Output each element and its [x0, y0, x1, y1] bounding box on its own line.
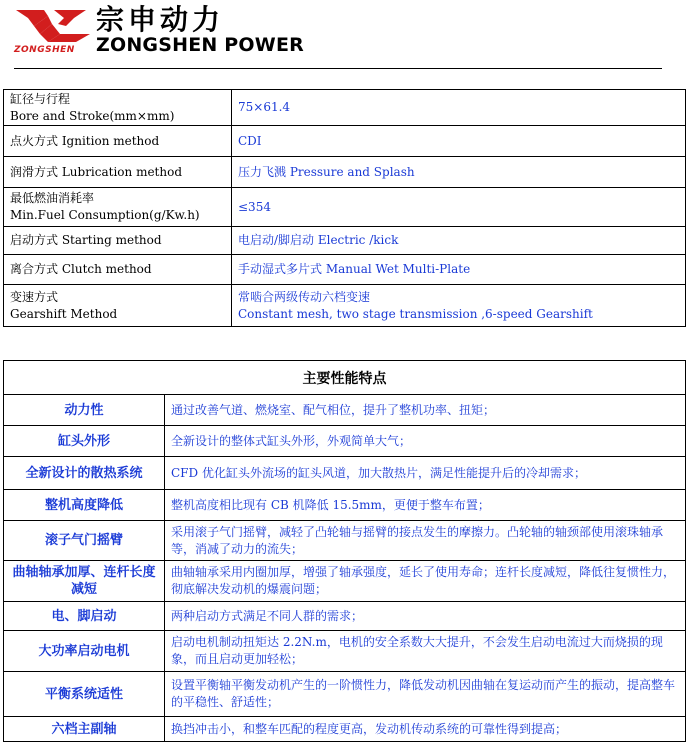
feature-description: 全新设计的整体式缸头外形，外观简单大气； — [165, 426, 686, 457]
spec-key: 启动方式 Starting method — [4, 227, 232, 255]
spec-row — [4, 227, 686, 255]
spec-key: 最低燃油消耗率 Min.Fuel Consumption(g/Kw.h) — [4, 188, 232, 227]
feature-name: 平衡系统适性 — [4, 672, 165, 717]
feature-name: 动力性 — [4, 395, 165, 426]
spec-key: 点火方式 Ignition method — [4, 126, 232, 157]
spec-row — [4, 188, 686, 227]
brand-name-chinese: 宗申动力 — [96, 3, 225, 36]
table-row — [4, 672, 686, 717]
table-row — [4, 717, 686, 742]
brand-name-english: ZONGSHEN POWER — [96, 34, 304, 56]
feature-description: 整机高度相比现有 CB 机降低 15.5mm，更便于整车布置； — [165, 490, 686, 521]
feature-name: 缸头外形 — [4, 426, 165, 457]
table-row — [4, 457, 686, 490]
feature-description: 启动电机制动扭矩达 2.2N.m，电机的安全系数大大提升，不会发生启动电流过大而烧损的现象，而且启动更加轻松； — [165, 631, 686, 672]
feature-name: 曲轴轴承加厚、连杆长度减短 — [4, 561, 165, 602]
spec-value: ≤354 — [232, 188, 686, 227]
spec-row — [4, 285, 686, 327]
header-divider — [14, 68, 662, 69]
feature-description: CFD 优化缸头外流场的缸头风道，加大散热片，满足性能提升后的冷却需求； — [165, 457, 686, 490]
spec-value: 常啮合两级传动六档变速 Constant mesh, two stage transmission ,6-speed Gearshift — [232, 285, 686, 327]
spec-key: 变速方式 Gearshift Method — [4, 285, 232, 327]
table-row — [4, 490, 686, 521]
spec-table — [3, 89, 686, 327]
feature-description: 设置平衡轴平衡发动机产生的一阶惯性力，降低发动机因曲轴在复运动而产生的振动，提高整车的平稳性、舒适性； — [165, 672, 686, 717]
table-row — [4, 395, 686, 426]
spec-row — [4, 157, 686, 188]
feature-name: 大功率启动电机 — [4, 631, 165, 672]
table-row — [4, 521, 686, 561]
spec-value: 压力飞溅 Pressure and Splash — [232, 157, 686, 188]
logo-wordmark: ZONGSHEN — [14, 45, 75, 55]
spec-row — [4, 255, 686, 285]
spec-value: CDI — [232, 126, 686, 157]
feature-description: 采用滚子气门摇臂，减轻了凸轮轴与摇臂的接点发生的摩擦力。凸轮轴的轴颈部使用滚珠轴承等，消减了动力的流失； — [165, 521, 686, 561]
feature-name: 整机高度降低 — [4, 490, 165, 521]
performance-table — [3, 360, 686, 742]
table-row — [4, 602, 686, 631]
feature-description: 曲轴轴承采用内圈加厚，增强了轴承强度，延长了使用寿命；连杆长度减短，降低往复惯性力，彻底解决发动机的爆震问题； — [165, 561, 686, 602]
feature-description: 通过改善气道、燃烧室、配气相位，提升了整机功率、扭矩； — [165, 395, 686, 426]
table-row — [4, 631, 686, 672]
spec-value: 电启动/脚启动 Electric /kick — [232, 227, 686, 255]
feature-name: 全新设计的散热系统 — [4, 457, 165, 490]
performance-title: 主要性能特点 — [4, 361, 686, 395]
performance-title-row — [4, 361, 686, 395]
feature-name: 电、脚启动 — [4, 602, 165, 631]
feature-name: 滚子气门摇臂 — [4, 521, 165, 561]
table-row — [4, 426, 686, 457]
spec-key: 离合方式 Clutch method — [4, 255, 232, 285]
spec-value: 手动湿式多片式 Manual Wet Multi-Plate — [232, 255, 686, 285]
spec-key: 润滑方式 Lubrication method — [4, 157, 232, 188]
feature-description: 两种启动方式满足不同人群的需求； — [165, 602, 686, 631]
header — [0, 0, 689, 72]
spec-row — [4, 126, 686, 157]
spec-key: 缸径与行程 Bore and Stroke(mm×mm) — [4, 90, 232, 126]
spec-value: 75×61.4 — [232, 90, 686, 126]
spec-row — [4, 90, 686, 126]
feature-name: 六档主副轴 — [4, 717, 165, 742]
table-row — [4, 561, 686, 602]
feature-description: 换挡冲击小，和整车匹配的程度更高，发动机传动系统的可靠性得到提高； — [165, 717, 686, 742]
